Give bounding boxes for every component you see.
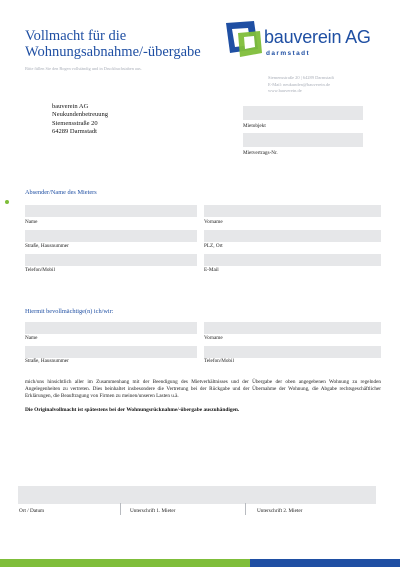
- recipient-address: [52, 103, 108, 136]
- authorized-phone-label: Telefon/Mobil: [204, 358, 234, 364]
- page-title: Vollmacht für die Wohnungsabnahme/-übergabe: [25, 28, 201, 60]
- tenant1-signature-label: Unterschrift 1. Mieter: [130, 508, 176, 514]
- tenant2-signature-label: Unterschrift 2. Mieter: [257, 508, 303, 514]
- sender-email-label: E-Mail: [204, 267, 219, 273]
- place-date-label: Ort / Datum: [19, 508, 45, 514]
- authorized-name-field[interactable]: [25, 322, 197, 334]
- authorized-phone-field[interactable]: [204, 346, 381, 358]
- footer-bar-blue: [250, 559, 400, 567]
- recipient-line: bauverein AG: [52, 103, 89, 110]
- contact-block: [268, 75, 388, 95]
- sender-zip-label: PLZ, Ort: [204, 243, 223, 249]
- contact-email: E-Mail: neukunden@bauverein.de: [268, 81, 331, 87]
- authorization-paragraph: mich/uns hinsichtlich aller im Zusammenhang mit der Beendigung des Mietverhältnisses und der Übergabe der oben angegebenen Wohnung zu regelnden Angelegenheiten zu vertreten. Dies beinhaltet insbesondere die Vertretung bei der Rückgabe und der Übernahme der Wohnung, die Abgabe rechtsgeschäftlicher Erklärungen, die Beauftragung von Firmen zu meinen/unseren Lasten u.ä.: [25, 379, 381, 399]
- sender-firstname-label: Vorname: [204, 219, 223, 225]
- recipient-line: 64289 Darmstadt: [52, 127, 97, 135]
- sender-street-label: Straße, Hausnummer: [25, 243, 69, 249]
- sender-email-field[interactable]: [204, 254, 381, 266]
- authorized-street-label: Straße, Hausnummer: [25, 358, 69, 364]
- contact-web: www.bauverein.de: [268, 88, 302, 93]
- sender-heading: Absender/Name des Mieters: [25, 189, 97, 196]
- sender-phone-label: Telefon/Mobil: [25, 267, 55, 273]
- authorized-firstname-label: Vorname: [204, 335, 223, 341]
- sender-street-field[interactable]: [25, 230, 197, 242]
- object-field[interactable]: [243, 106, 363, 120]
- logo-name: bauverein AG: [264, 27, 371, 47]
- accent-dot: [5, 200, 9, 204]
- object-label: Mietobjekt: [243, 123, 266, 129]
- sender-name-field[interactable]: [25, 205, 197, 217]
- authorized-name-label: Name: [25, 335, 38, 341]
- contract-number-label: Mietvertrags-Nr.: [243, 150, 278, 156]
- signature-field[interactable]: [18, 486, 376, 504]
- recipient-line: Siemensstraße 20: [52, 119, 98, 127]
- original-note: Die Originalvollmacht ist spätestens bei der Wohnungsrücknahme/-übergabe auszuhändigen.: [25, 407, 240, 413]
- authorized-heading: Hiermit bevollmächtige(n) ich/wir:: [25, 308, 114, 315]
- sender-name-label: Name: [25, 219, 38, 225]
- sender-firstname-field[interactable]: [204, 205, 381, 217]
- contact-address: Siemensstraße 20 | 64289 Darmstadt: [268, 75, 334, 80]
- contract-number-field[interactable]: [243, 133, 363, 147]
- authorized-firstname-field[interactable]: [204, 322, 381, 334]
- authorized-street-field[interactable]: [25, 346, 197, 358]
- sender-zip-field[interactable]: [204, 230, 381, 242]
- form-hint: Bitte füllen Sie den Bogen vollständig und in Druckbuchstaben aus.: [25, 66, 142, 71]
- signature-divider: [245, 503, 246, 515]
- logo-subtitle: darmstadt: [266, 50, 311, 57]
- recipient-line: Neukundenbetreuung: [52, 111, 108, 119]
- signature-divider: [120, 503, 121, 515]
- sender-phone-field[interactable]: [25, 254, 197, 266]
